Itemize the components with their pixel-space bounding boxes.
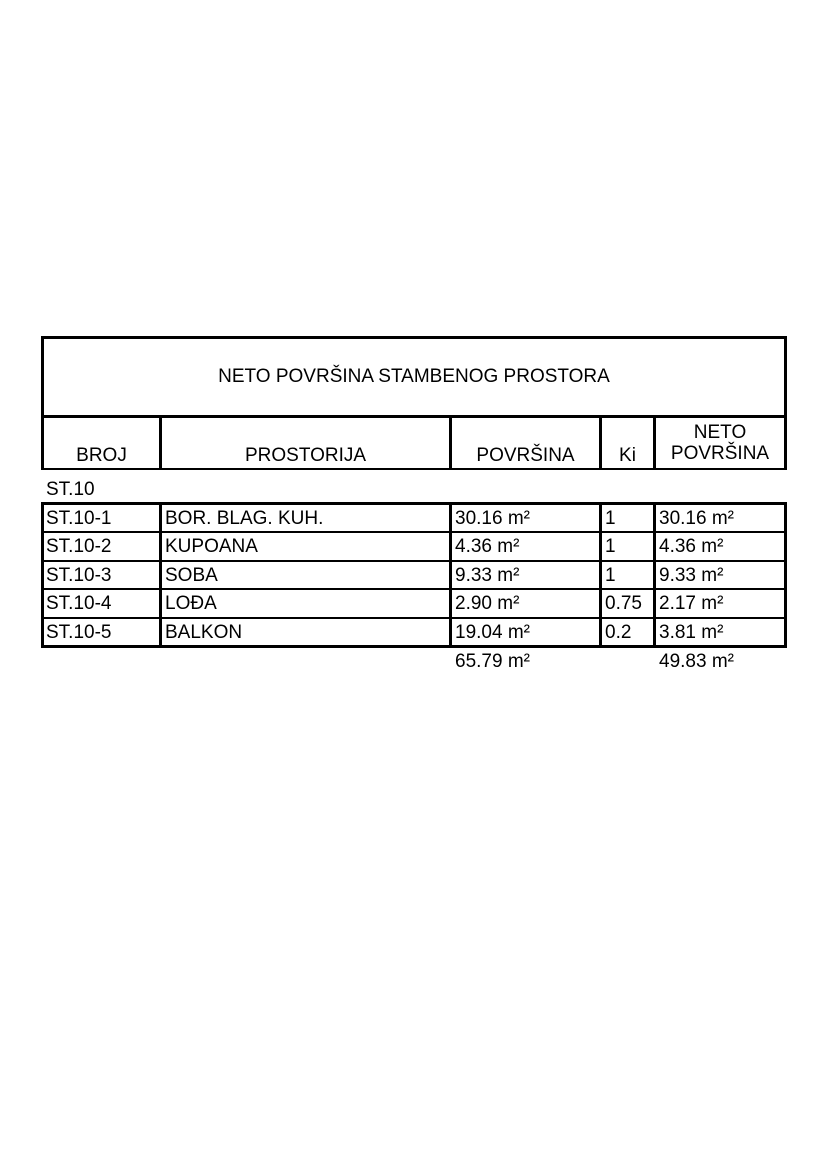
- header-bottom-line: [41, 468, 787, 470]
- header-povrsina: POVRŠINA: [476, 445, 575, 466]
- cell-povrsina: 9.33 m²: [455, 565, 520, 586]
- table-border-top: [41, 336, 787, 339]
- cell-neto: 2.17 m²: [659, 593, 724, 614]
- rows-border-top: [41, 502, 787, 505]
- total-povrsina: 65.79 m²: [455, 651, 530, 672]
- cell-broj: ST.10-2: [46, 536, 112, 557]
- title-divider: [41, 415, 787, 418]
- cell-neto: 3.81 m²: [659, 622, 724, 643]
- cell-povrsina: 2.90 m²: [455, 593, 520, 614]
- cell-prostorija: BOR. BLAG. KUH.: [165, 508, 324, 529]
- cell-neto: 9.33 m²: [659, 565, 724, 586]
- total-neto: 49.83 m²: [659, 651, 734, 672]
- row-divider-1: [41, 531, 787, 533]
- rows-border-left: [41, 502, 44, 648]
- rows-border-bottom: [41, 645, 787, 648]
- rows-border-right: [784, 502, 787, 648]
- table-border-right: [784, 336, 787, 470]
- cell-ki: 0.75: [605, 593, 642, 614]
- cell-ki: 1: [605, 536, 616, 557]
- cell-prostorija: LOĐA: [165, 593, 217, 614]
- cell-prostorija: KUPOANA: [165, 536, 258, 557]
- rows-col-divider-2: [449, 502, 452, 648]
- rows-col-divider-4: [653, 502, 656, 648]
- group-label: ST.10: [46, 479, 95, 500]
- cell-ki: 1: [605, 565, 616, 586]
- cell-povrsina: 30.16 m²: [455, 508, 530, 529]
- rows-col-divider-1: [159, 502, 162, 648]
- header-neto-line1: NETO: [693, 422, 747, 443]
- row-divider-4: [41, 617, 787, 619]
- cell-broj: ST.10-4: [46, 593, 112, 614]
- cell-prostorija: BALKON: [165, 622, 243, 643]
- cell-prostorija: SOBA: [165, 565, 218, 586]
- header-neto-line2: POVRŠINA: [670, 443, 770, 464]
- header-prostorija: PROSTORIJA: [244, 445, 367, 466]
- cell-broj: ST.10-5: [46, 622, 112, 643]
- cell-broj: ST.10-1: [46, 508, 112, 529]
- cell-povrsina: 19.04 m²: [455, 622, 530, 643]
- cell-broj: ST.10-3: [46, 565, 112, 586]
- cell-ki: 0.2: [605, 622, 632, 643]
- cell-neto: 4.36 m²: [659, 536, 724, 557]
- header-broj: BROJ: [76, 445, 127, 466]
- header-ki: Ki: [619, 445, 636, 466]
- cell-povrsina: 4.36 m²: [455, 536, 520, 557]
- row-divider-3: [41, 588, 787, 590]
- cell-ki: 1: [605, 508, 616, 529]
- row-divider-2: [41, 560, 787, 562]
- table-title: NETO POVRŠINA STAMBENOG PROSTORA: [218, 366, 610, 387]
- cell-neto: 30.16 m²: [659, 508, 734, 529]
- rows-col-divider-3: [599, 502, 602, 648]
